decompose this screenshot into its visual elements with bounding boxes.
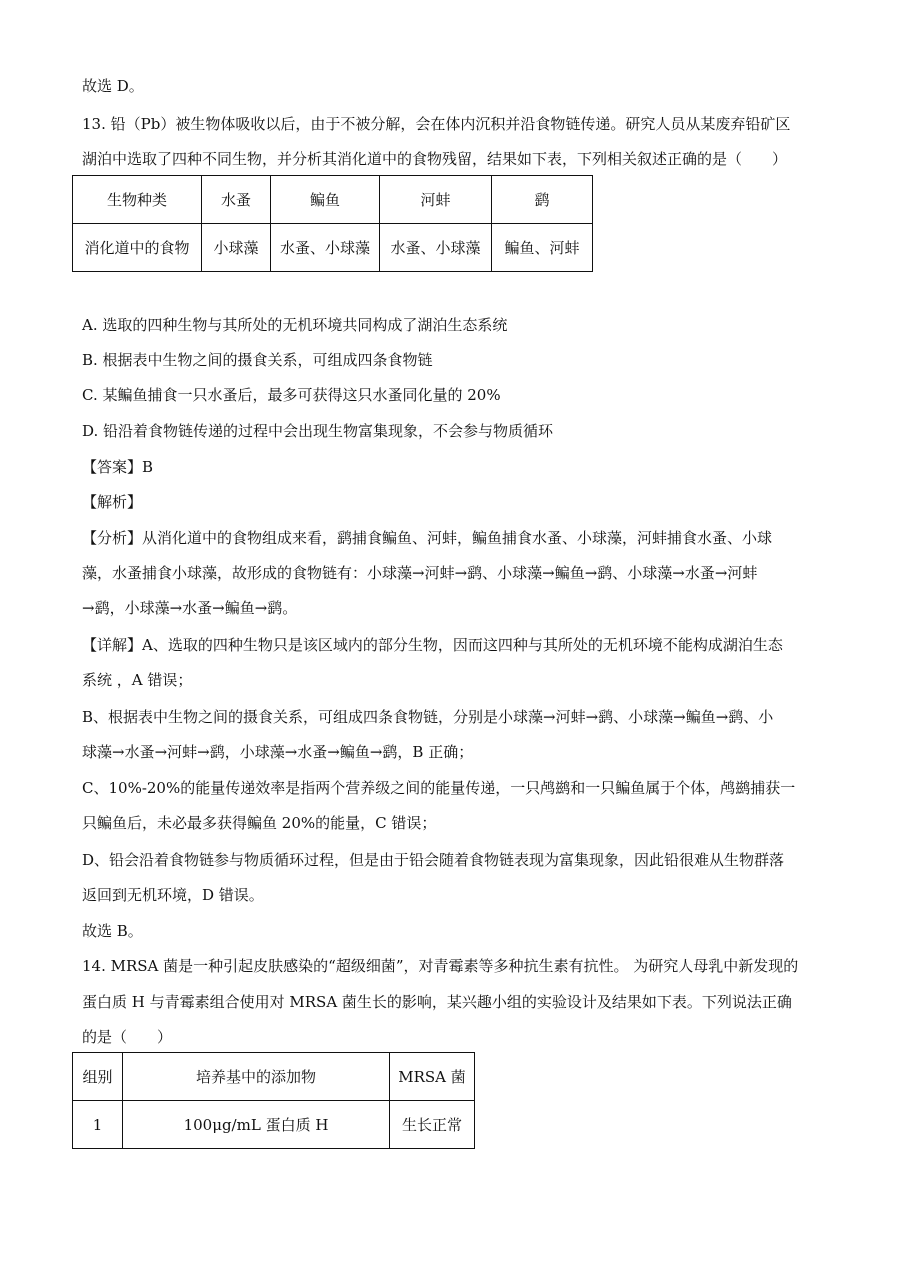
table-row [73, 224, 593, 272]
table-cell: 鳊鱼、河蚌 [492, 224, 593, 272]
explanation-line: 返回到无机环境，D 错误。 [82, 886, 264, 904]
table-row [73, 176, 593, 224]
table-cell: 生长正常 [390, 1101, 475, 1149]
question-14-line-1: 14. MRSA 菌是一种引起皮肤感染的“超级细菌”，对青霉素等多种抗生素有抗性。 为研究人母乳中新发现的 [82, 957, 799, 975]
table-cell: 河蚌 [380, 176, 492, 224]
explanation-line: 只鳊鱼后，未必最多获得鳊鱼 20%的能量，C 错误； [82, 814, 437, 832]
explanation-line: 故选 B。 [82, 922, 143, 940]
table-cell: 水蚤 [202, 176, 271, 224]
table-cell: 组别 [73, 1053, 123, 1101]
question-13-line-1: 13. 铅（Pb）被生物体吸收以后，由于不被分解，会在体内沉积并沿食物链传递。研究人员从某废弃铅矿区 [82, 115, 791, 133]
answer: 【答案】B [82, 458, 154, 476]
table-cell: 100μg/mL 蛋白质 H [123, 1101, 390, 1149]
explanation-line: 【详解】A、选取的四种生物只是该区域内的部分生物，因而这四种与其所处的无机环境不能构成湖泊生态 [82, 636, 783, 654]
table-cell: 小球藻 [202, 224, 271, 272]
explanation-line: 系统 ，A 错误； [82, 671, 193, 689]
option-b: B. 根据表中生物之间的摄食关系，可组成四条食物链 [82, 351, 433, 369]
conclusion-previous: 故选 D。 [82, 77, 144, 95]
explanation-line: 【分析】从消化道中的食物组成来看，鹞捕食鳊鱼、河蚌，鳊鱼捕食水蚤、小球藻，河蚌捕食水蚤、小球 [82, 529, 773, 547]
explanation-line: →鹞，小球藻→水蚤→鳊鱼→鹞。 [82, 599, 298, 617]
option-c: C. 某鳊鱼捕食一只水蚤后，最多可获得这只水蚤同化量的 20% [82, 386, 501, 404]
table-cell: 1 [73, 1101, 123, 1149]
question-13-line-2: 湖泊中选取了四种不同生物，并分析其消化道中的食物残留，结果如下表，下列相关叙述正确的是（ ） [82, 150, 788, 168]
table-cell: 水蚤、小球藻 [380, 224, 492, 272]
explanation-line: 球藻→水蚤→河蚌→鹞，小球藻→水蚤→鳊鱼→鹞，B 正确； [82, 743, 474, 761]
explanation-line: C、10%-20%的能量传递效率是指两个营养级之间的能量传递，一只鸬鹚和一只鳊鱼属于个体，鸬鹚捕获一 [82, 779, 796, 797]
option-a: A. 选取的四种生物与其所处的无机环境共同构成了湖泊生态系统 [82, 316, 508, 334]
option-d: D. 铅沿着食物链传递的过程中会出现生物富集现象，不会参与物质循环 [82, 422, 554, 440]
table-cell: 鳊鱼 [271, 176, 380, 224]
table-cell: 消化道中的食物 [73, 224, 202, 272]
table-cell: 培养基中的添加物 [123, 1053, 390, 1101]
explanation-line: 藻，水蚤捕食小球藻，故形成的食物链有：小球藻→河蚌→鹞、小球藻→鳊鱼→鹞、小球藻→水蚤→河蚌 [82, 564, 758, 582]
food-table [72, 175, 593, 272]
explanation-line: B、根据表中生物之间的摄食关系，可组成四条食物链，分别是小球藻→河蚌→鹞、小球藻→鳊鱼→鹞、小 [82, 708, 774, 726]
table-row [73, 1053, 475, 1101]
analysis-heading: 【解析】 [82, 493, 143, 511]
question-14-line-2: 蛋白质 H 与青霉素组合使用对 MRSA 菌生长的影响，某兴趣小组的实验设计及结果如下表。下列说法正确 [82, 993, 792, 1011]
table-cell: 水蚤、小球藻 [271, 224, 380, 272]
experiment-table [72, 1052, 475, 1149]
explanation-line: D、铅会沿着食物链参与物质循环过程，但是由于铅会随着食物链表现为富集现象，因此铅很难从生物群落 [82, 851, 785, 869]
question-14-line-3: 的是（ ） [82, 1028, 173, 1046]
table-cell: 鹞 [492, 176, 593, 224]
table-cell: MRSA 菌 [390, 1053, 475, 1101]
table-cell: 生物种类 [73, 176, 202, 224]
table-row [73, 1101, 475, 1149]
